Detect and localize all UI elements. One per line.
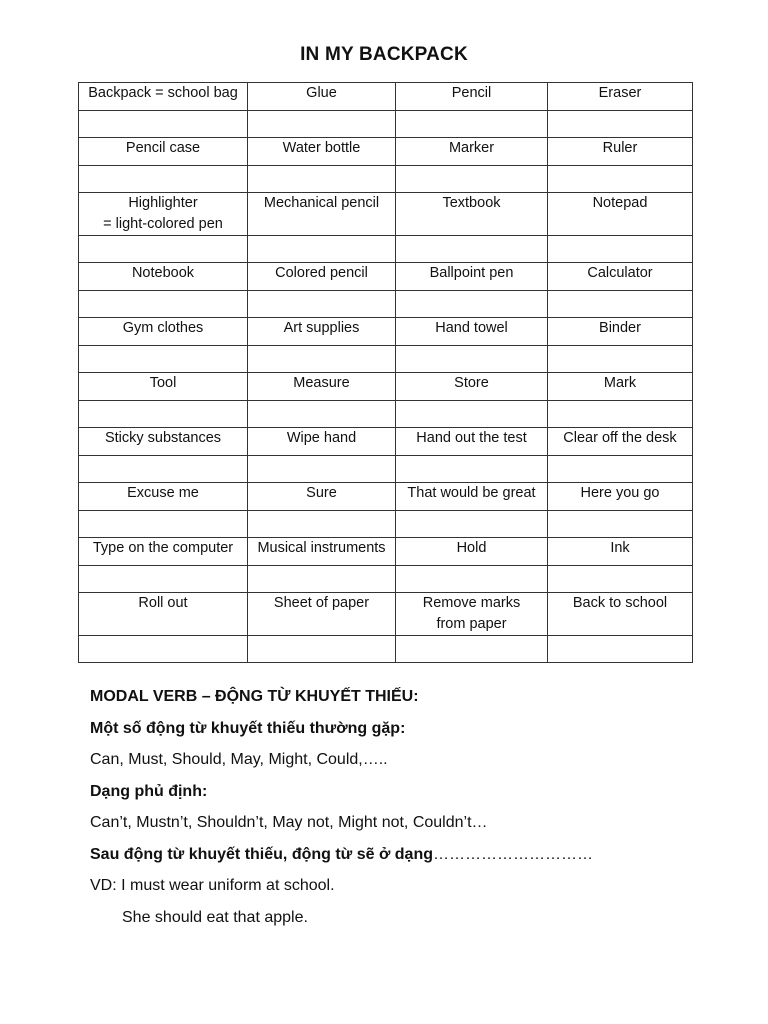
vocab-cell: Pencil xyxy=(396,83,548,111)
blank-writing-cell[interactable] xyxy=(248,166,396,193)
blank-writing-cell[interactable] xyxy=(548,401,693,428)
vocab-cell: Highlighter = light-colored pen xyxy=(79,193,248,236)
vocab-cell: Art supplies xyxy=(248,318,396,346)
blank-writing-row xyxy=(79,566,693,593)
vocab-row xyxy=(79,428,693,456)
blank-writing-cell[interactable] xyxy=(548,346,693,373)
negative-form-list: Can’t, Mustn’t, Shouldn’t, May not, Might not, Couldn’t… xyxy=(90,814,488,831)
example-sentence-2: She should eat that apple. xyxy=(122,908,308,926)
blank-writing-cell[interactable] xyxy=(79,111,248,138)
blank-writing-cell[interactable] xyxy=(79,346,248,373)
blank-writing-cell[interactable] xyxy=(248,236,396,263)
vocab-cell: Textbook xyxy=(396,193,548,236)
blank-writing-cell[interactable] xyxy=(248,291,396,318)
blank-writing-cell[interactable] xyxy=(79,456,248,483)
blank-writing-cell[interactable] xyxy=(248,456,396,483)
vocab-row xyxy=(79,538,693,566)
vocab-cell: Calculator xyxy=(548,263,693,291)
vocab-cell: Mechanical pencil xyxy=(248,193,396,236)
vocab-cell: Pencil case xyxy=(79,138,248,166)
modal-verb-notes xyxy=(90,684,730,936)
blank-writing-cell[interactable] xyxy=(548,636,693,663)
example-sentence-1: VD: I must wear uniform at school. xyxy=(90,877,335,894)
vocab-cell: Glue xyxy=(248,83,396,111)
vocab-cell: Ink xyxy=(548,538,693,566)
vocab-cell: Ruler xyxy=(548,138,693,166)
blank-writing-cell[interactable] xyxy=(396,566,548,593)
blank-writing-cell[interactable] xyxy=(396,511,548,538)
vocab-cell: Roll out xyxy=(79,593,248,636)
blank-writing-row xyxy=(79,291,693,318)
blank-writing-row xyxy=(79,236,693,263)
blank-writing-cell[interactable] xyxy=(548,166,693,193)
blank-writing-cell[interactable] xyxy=(248,346,396,373)
blank-writing-row xyxy=(79,401,693,428)
blank-writing-cell[interactable] xyxy=(548,566,693,593)
vocab-cell: Eraser xyxy=(548,83,693,111)
modal-heading: MODAL VERB – ĐỘNG TỪ KHUYẾT THIẾU: xyxy=(90,688,419,705)
vocab-row xyxy=(79,593,693,636)
vocab-row xyxy=(79,138,693,166)
blank-writing-cell[interactable] xyxy=(548,291,693,318)
blank-writing-cell[interactable] xyxy=(396,401,548,428)
vocab-cell: Measure xyxy=(248,373,396,401)
blank-writing-cell[interactable] xyxy=(548,511,693,538)
vocab-cell: Musical instruments xyxy=(248,538,396,566)
vocab-cell: Hand towel xyxy=(396,318,548,346)
vocab-cell: Notepad xyxy=(548,193,693,236)
common-modals-list: Can, Must, Should, May, Might, Could,….. xyxy=(90,751,388,768)
blank-writing-cell[interactable] xyxy=(248,566,396,593)
negative-form-heading: Dạng phủ định: xyxy=(90,782,208,800)
blank-writing-row xyxy=(79,111,693,138)
blank-writing-cell[interactable] xyxy=(396,346,548,373)
vocab-cell: Sticky substances xyxy=(79,428,248,456)
vocab-cell: Remove marks from paper xyxy=(396,593,548,636)
vocab-cell: Gym clothes xyxy=(79,318,248,346)
vocab-row xyxy=(79,373,693,401)
vocab-cell: Sure xyxy=(248,483,396,511)
after-modal-rule-text: Sau động từ khuyết thiếu, động từ sẽ ở dạng xyxy=(90,845,433,863)
blank-writing-row xyxy=(79,511,693,538)
blank-writing-cell[interactable] xyxy=(79,236,248,263)
blank-writing-cell[interactable] xyxy=(396,456,548,483)
vocab-cell: Ballpoint pen xyxy=(396,263,548,291)
blank-writing-cell[interactable] xyxy=(396,166,548,193)
blank-writing-cell[interactable] xyxy=(248,511,396,538)
vocab-cell: Wipe hand xyxy=(248,428,396,456)
vocab-cell: Notebook xyxy=(79,263,248,291)
blank-writing-row xyxy=(79,346,693,373)
page-title: IN MY BACKPACK xyxy=(300,44,468,65)
vocab-cell: Back to school xyxy=(548,593,693,636)
vocab-row xyxy=(79,318,693,346)
blank-writing-cell[interactable] xyxy=(548,111,693,138)
vocab-cell: That would be great xyxy=(396,483,548,511)
blank-writing-cell[interactable] xyxy=(79,511,248,538)
blank-writing-cell[interactable] xyxy=(396,236,548,263)
after-modal-rule xyxy=(90,842,730,874)
vocab-cell: Backpack = school bag xyxy=(79,83,248,111)
blank-writing-cell[interactable] xyxy=(248,636,396,663)
blank-writing-cell[interactable] xyxy=(79,291,248,318)
after-modal-blank: ………………………… xyxy=(433,845,593,863)
vocab-cell: Sheet of paper xyxy=(248,593,396,636)
vocab-cell: Marker xyxy=(396,138,548,166)
vocab-cell: Mark xyxy=(548,373,693,401)
blank-writing-cell[interactable] xyxy=(396,111,548,138)
blank-writing-cell[interactable] xyxy=(396,636,548,663)
vocab-row xyxy=(79,263,693,291)
vocab-cell: Binder xyxy=(548,318,693,346)
blank-writing-cell[interactable] xyxy=(79,401,248,428)
blank-writing-cell[interactable] xyxy=(79,636,248,663)
vocab-cell: Here you go xyxy=(548,483,693,511)
vocab-cell: Tool xyxy=(79,373,248,401)
blank-writing-cell[interactable] xyxy=(79,166,248,193)
blank-writing-row xyxy=(79,456,693,483)
blank-writing-cell[interactable] xyxy=(548,236,693,263)
vocab-cell: Store xyxy=(396,373,548,401)
blank-writing-row xyxy=(79,166,693,193)
vocab-cell: Colored pencil xyxy=(248,263,396,291)
vocab-cell: Water bottle xyxy=(248,138,396,166)
vocab-cell: Hand out the test xyxy=(396,428,548,456)
blank-writing-cell[interactable] xyxy=(248,111,396,138)
vocab-cell: Type on the computer xyxy=(79,538,248,566)
vocab-row xyxy=(79,193,693,236)
vocab-row xyxy=(79,83,693,111)
vocab-cell: Clear off the desk xyxy=(548,428,693,456)
vocab-table xyxy=(78,82,693,663)
vocab-cell: Excuse me xyxy=(79,483,248,511)
blank-writing-cell[interactable] xyxy=(548,456,693,483)
blank-writing-cell[interactable] xyxy=(248,401,396,428)
blank-writing-row xyxy=(79,636,693,663)
blank-writing-cell[interactable] xyxy=(396,291,548,318)
common-modals-heading: Một số động từ khuyết thiếu thường gặp: xyxy=(90,719,406,737)
vocab-row xyxy=(79,483,693,511)
blank-writing-cell[interactable] xyxy=(79,566,248,593)
vocab-cell: Hold xyxy=(396,538,548,566)
